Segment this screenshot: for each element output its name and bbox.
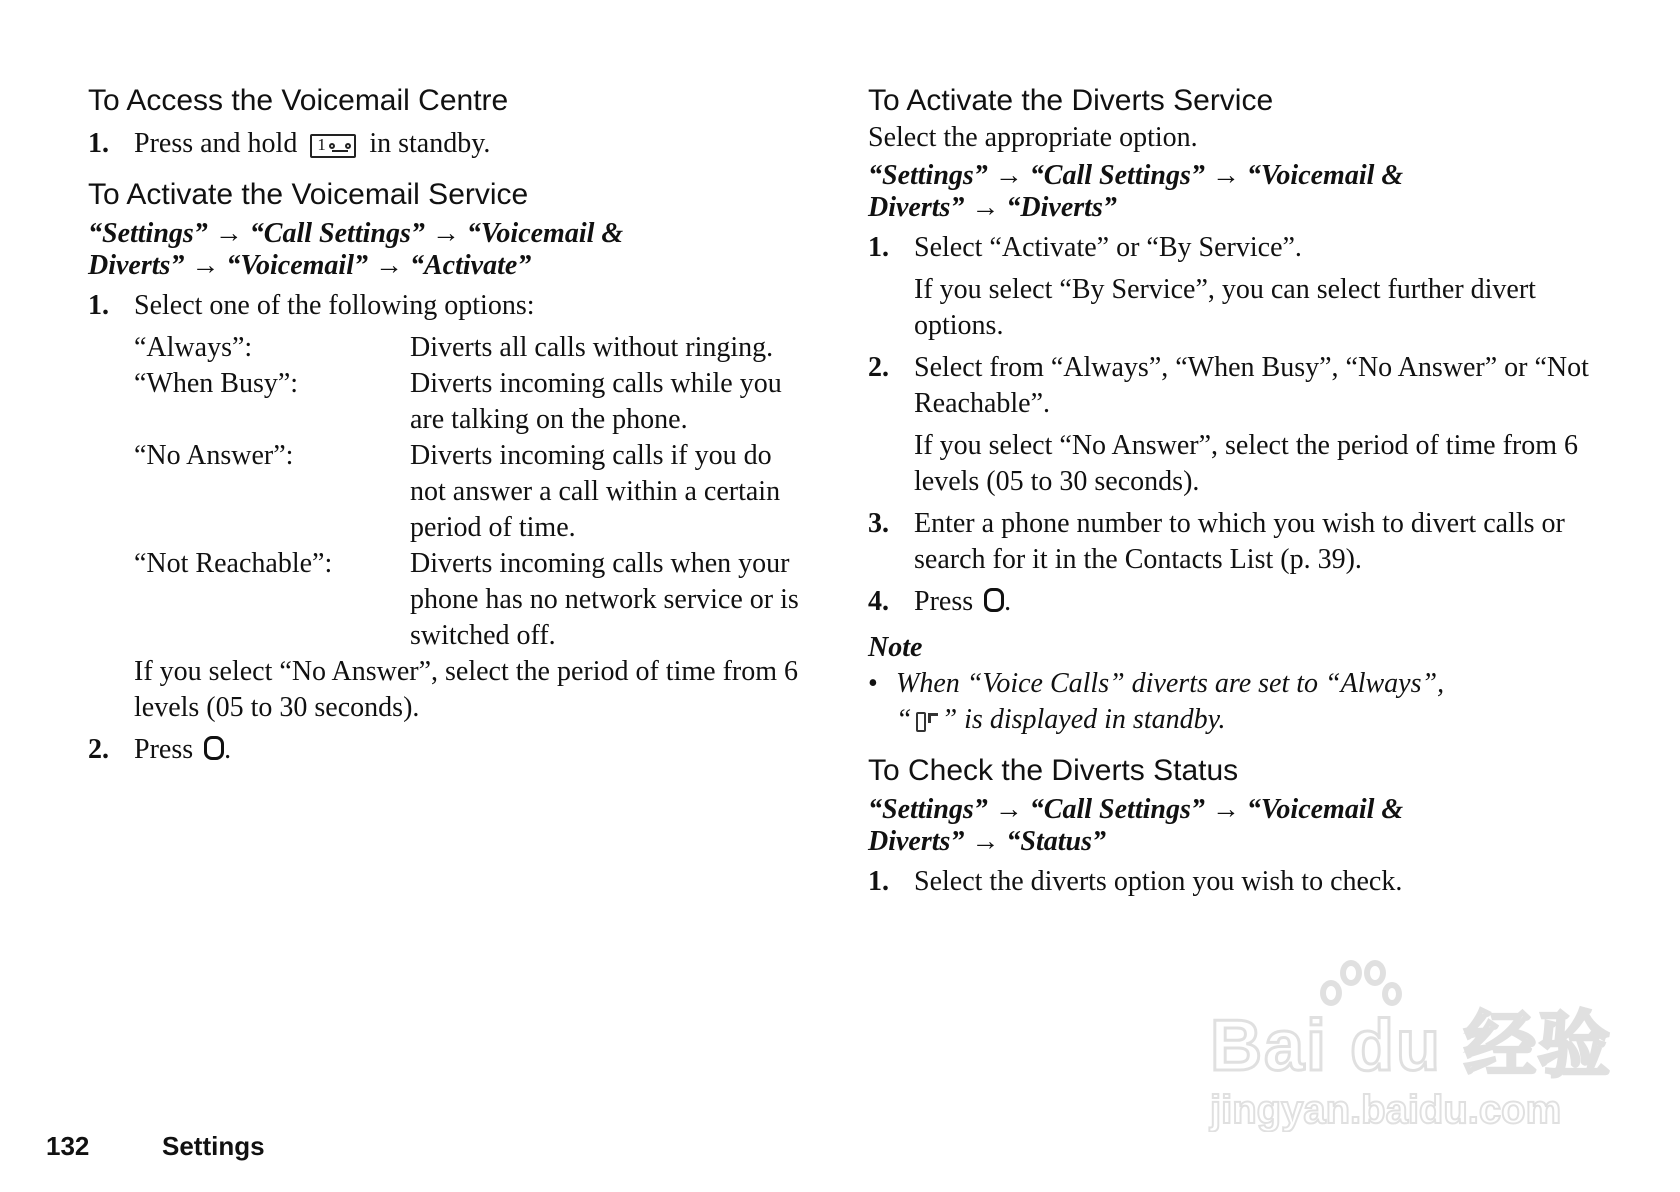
bullet: • bbox=[868, 668, 878, 699]
note-text-end: ” is displayed in standby. bbox=[941, 704, 1226, 735]
voicemail-symbol-icon bbox=[332, 143, 348, 152]
menu-path-line: Diverts” → “Voicemail” → “Activate” bbox=[88, 250, 532, 281]
baidu-watermark bbox=[1200, 960, 1620, 1140]
note-quote-open: “ bbox=[896, 704, 912, 735]
step-note: If you select “By Service”, you can select further divert options. bbox=[914, 274, 1536, 341]
right-column bbox=[868, 82, 1598, 906]
step-text: Press bbox=[134, 734, 194, 765]
option-value: Diverts incoming calls while you are talking on the phone. bbox=[410, 368, 782, 435]
menu-path bbox=[88, 218, 808, 282]
step-note: If you select “No Answer”, select the period of time from 6 levels (05 to 30 seconds). bbox=[914, 430, 1579, 497]
step-text: Select “Activate” or “By Service”. bbox=[914, 232, 1302, 263]
step-text-end: in standby. bbox=[369, 128, 491, 159]
menu-path-line: “Settings” → “Call Settings” → “Voicemail & bbox=[868, 160, 1404, 191]
step-check-1 bbox=[868, 864, 1598, 900]
option-value: Diverts incoming calls when your phone has no network service or is switched off. bbox=[410, 548, 799, 651]
heading-check-diverts: To Check the Diverts Status bbox=[868, 754, 1239, 787]
option-row bbox=[134, 546, 800, 654]
step-text: Press and hold bbox=[134, 128, 298, 159]
menu-path-line: “Settings” → “Call Settings” → “Voicemail & bbox=[88, 218, 624, 249]
step-text: Enter a phone number to which you wish to divert calls or search for it in the Contacts List (p. 39). bbox=[914, 508, 1565, 575]
voicemail-key-icon bbox=[310, 134, 356, 158]
step-number: 1. bbox=[868, 232, 889, 263]
left-column bbox=[88, 82, 808, 774]
step-voicemail-2 bbox=[88, 732, 808, 768]
option-key: “When Busy”: bbox=[134, 368, 299, 399]
option-row bbox=[134, 330, 800, 366]
step-number: 4. bbox=[868, 586, 889, 617]
step-text: Select one of the following options: bbox=[134, 290, 535, 321]
step-access-1 bbox=[88, 126, 808, 162]
step-diverts-4 bbox=[868, 584, 1598, 620]
menu-path-line: “Settings” → “Call Settings” → “Voicemail & bbox=[868, 794, 1404, 825]
step-number: 1. bbox=[868, 866, 889, 897]
step-text-end: . bbox=[1004, 586, 1012, 617]
section-name: Settings bbox=[162, 1131, 265, 1161]
intro-text: Select the appropriate option. bbox=[868, 122, 1198, 153]
no-answer-note: If you select “No Answer”, select the period of time from 6 levels (05 to 30 seconds). bbox=[134, 656, 799, 723]
menu-path-line: Diverts” → “Diverts” bbox=[868, 192, 1117, 223]
option-key: “Not Reachable”: bbox=[134, 548, 333, 579]
step-text: Press bbox=[914, 586, 974, 617]
center-softkey-icon bbox=[204, 736, 224, 760]
step-text: Select from “Always”, “When Busy”, “No Answer” or “Not Reachable”. bbox=[914, 352, 1589, 419]
step-diverts-3 bbox=[868, 506, 1598, 578]
step-number: 1. bbox=[88, 290, 109, 321]
options-table bbox=[134, 330, 800, 654]
heading-activate-diverts: To Activate the Diverts Service bbox=[868, 84, 1274, 117]
step-diverts-1 bbox=[868, 230, 1598, 266]
note-body bbox=[896, 666, 1444, 738]
option-row bbox=[134, 438, 800, 546]
menu-path-line: Diverts” → “Status” bbox=[868, 826, 1107, 857]
step-number: 2. bbox=[88, 734, 109, 765]
option-value: Diverts all calls without ringing. bbox=[410, 332, 774, 363]
heading-activate-voicemail: To Activate the Voicemail Service bbox=[88, 178, 529, 211]
option-row bbox=[134, 366, 800, 438]
step-number: 3. bbox=[868, 508, 889, 539]
option-value: Diverts incoming calls if you do not answer a call within a certain period of time. bbox=[410, 440, 781, 543]
step-body bbox=[914, 584, 1598, 620]
watermark-url: jingyan.baidu.com bbox=[1210, 1088, 1562, 1132]
step-diverts-2 bbox=[868, 350, 1598, 422]
watermark-text: Bai du 经验 bbox=[1210, 1006, 1613, 1086]
step-number: 1. bbox=[88, 128, 109, 159]
note-item bbox=[868, 666, 1598, 738]
option-key: “No Answer”: bbox=[134, 440, 294, 471]
center-softkey-icon bbox=[984, 588, 1004, 612]
page-number: 132 bbox=[46, 1131, 90, 1161]
step-body bbox=[134, 126, 808, 162]
step-body bbox=[134, 732, 808, 768]
note-heading: Note bbox=[868, 632, 923, 663]
menu-path bbox=[868, 794, 1598, 858]
step-number: 2. bbox=[868, 352, 889, 383]
step-voicemail-1 bbox=[88, 288, 808, 324]
key-label: 1 bbox=[317, 134, 326, 154]
divert-status-icon bbox=[914, 709, 940, 735]
menu-path bbox=[868, 160, 1598, 224]
heading-access-voicemail: To Access the Voicemail Centre bbox=[88, 84, 509, 117]
option-key: “Always”: bbox=[134, 332, 253, 363]
step-text-end: . bbox=[224, 734, 232, 765]
step-text: Select the diverts option you wish to check. bbox=[914, 866, 1403, 897]
page-footer bbox=[46, 1130, 265, 1162]
note-text: When “Voice Calls” diverts are set to “Always”, bbox=[896, 668, 1445, 699]
